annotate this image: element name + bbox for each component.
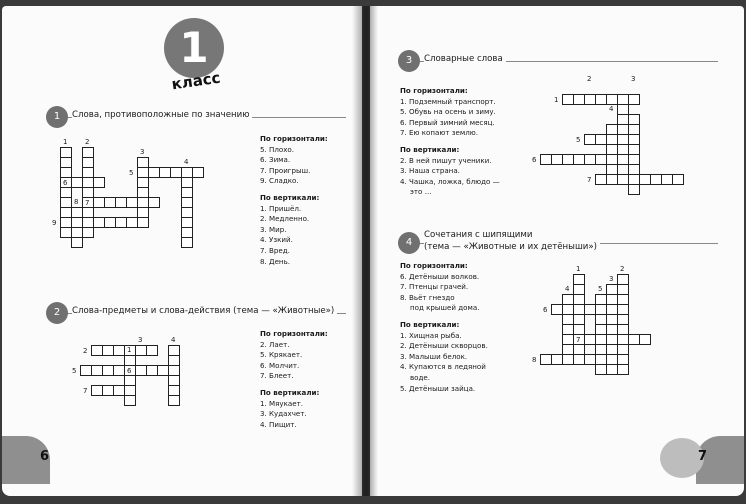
- section-1-clues: По горизонтали: 5. Плохо. 6. Зима. 7. Проигрыш. 9. Сладко. По вертикали: 1. Пришёл. 2. Медленно. 3. Мир. 4. Узкий. 7. Вред. 8. День.: [260, 134, 328, 266]
- crossword-cell[interactable]: [168, 355, 180, 366]
- clue-number: 6: [63, 179, 68, 187]
- clue-number: 7: [587, 176, 592, 184]
- crossword-cell[interactable]: [639, 334, 651, 345]
- crossword-cell[interactable]: [71, 237, 83, 248]
- section-3-clues: По горизонтали: 1. Подземный транспорт. 5. Обувь на осень и зиму. 6. Первый зимний месяц. 7. Ею копают землю. По вертикали: 2. В ней пишут ученики. 3. Наша страна. 4. Чашка, ложка, блюдо — это …: [400, 86, 500, 197]
- clue-number: 7: [576, 336, 581, 344]
- page-number-left: 6: [40, 449, 50, 464]
- clue-number: 3: [631, 75, 636, 83]
- crossword-cell[interactable]: [628, 144, 640, 155]
- clue-number: 4: [171, 336, 176, 344]
- right-page: [370, 6, 744, 496]
- crossword-cell[interactable]: [617, 364, 629, 375]
- clue-number: 1: [576, 265, 581, 273]
- clue-number: 2: [83, 347, 88, 355]
- crossword-cell[interactable]: [584, 354, 596, 365]
- clue-number: 7: [83, 387, 88, 395]
- section-number: 4: [398, 232, 420, 254]
- clue-number: 4: [184, 158, 189, 166]
- clue-number: 2: [620, 265, 625, 273]
- crossword-cell[interactable]: [124, 395, 136, 406]
- section-2-header: [46, 302, 346, 324]
- crossword-cell[interactable]: [192, 167, 204, 178]
- crossword-cell[interactable]: [606, 124, 618, 135]
- clue-number: 5: [598, 285, 603, 293]
- left-page: [2, 6, 362, 496]
- section-title: Слова, противоположные по значению: [72, 110, 252, 120]
- section-2-clues: По горизонтали: 2. Лает. 5. Крякает. 6. Молчит. 7. Блеет. По вертикали: 1. Мяукает. 3. Кудахчет. 4. Пищит.: [260, 329, 328, 429]
- crossword-cell[interactable]: [551, 304, 563, 315]
- grade-badge: 1: [164, 18, 224, 78]
- page-number-right: 7: [698, 449, 708, 464]
- clue-number: 8: [74, 198, 79, 206]
- crossword-cell[interactable]: [628, 124, 640, 135]
- clue-number: 1: [63, 138, 68, 146]
- section-title: Сочетания с шипящими (тема — «Животные и их детёныши»): [424, 229, 600, 253]
- clue-number: 5: [576, 136, 581, 144]
- section-title: Слова-предметы и слова-действия (тема — «Животные»): [72, 306, 337, 316]
- crossword-cell[interactable]: [551, 354, 563, 365]
- crossword-cell[interactable]: [93, 177, 105, 188]
- crossword-cell[interactable]: [606, 164, 618, 175]
- crossword-cell[interactable]: [146, 345, 158, 356]
- crossword-cell[interactable]: [82, 227, 94, 238]
- clue-number: 1: [127, 346, 132, 354]
- section-4-clues: По горизонтали: 6. Детёныши волков. 7. Птенцы грачей. 8. Вьёт гнездо под крышей дома. По вертикали: 1. Хищная рыба. 2. Детёныши скворцов. 3. Малыши белок. 4. Купаются в ледяной воде. 5. Детёныши зайца.: [400, 261, 488, 393]
- book-spine: [352, 6, 378, 496]
- clue-number: 6: [127, 367, 132, 375]
- crossword-cell[interactable]: [584, 334, 596, 345]
- clue-number: 5: [72, 367, 77, 375]
- section-number: 2: [46, 302, 68, 324]
- crossword-cell[interactable]: [124, 355, 136, 366]
- crossword-cell[interactable]: [606, 364, 618, 375]
- clue-number: 4: [609, 105, 614, 113]
- clue-number: 7: [85, 199, 90, 207]
- clue-number: 2: [85, 138, 90, 146]
- crossword-cell[interactable]: [181, 237, 193, 248]
- section-4-header: [398, 232, 718, 254]
- section-number: 1: [46, 106, 68, 128]
- section-1-header: [46, 106, 346, 128]
- clue-number: 6: [543, 306, 548, 314]
- crossword-cell[interactable]: [628, 164, 640, 175]
- crossword-cell[interactable]: [168, 395, 180, 406]
- crossword-cell[interactable]: [584, 304, 596, 315]
- clue-number: 3: [138, 336, 143, 344]
- clue-number: 3: [609, 275, 614, 283]
- crossword-cell[interactable]: [126, 197, 138, 208]
- section-number: 3: [398, 50, 420, 72]
- clue-number: 6: [532, 156, 537, 164]
- grade-label: класс: [170, 68, 222, 94]
- clue-number: 1: [554, 96, 559, 104]
- clue-number: 5: [129, 169, 134, 177]
- clue-number: 2: [587, 75, 592, 83]
- section-3-header: [398, 50, 718, 72]
- crossword-cell[interactable]: [628, 94, 640, 105]
- clue-number: 9: [52, 219, 57, 227]
- crossword-cell[interactable]: [71, 177, 83, 188]
- clue-number: 3: [140, 148, 145, 156]
- crossword-cell[interactable]: [148, 197, 160, 208]
- section-title: Словарные слова: [424, 54, 506, 64]
- clue-number: 4: [565, 285, 570, 293]
- crossword-cell[interactable]: [126, 217, 138, 228]
- crossword-cell[interactable]: [170, 167, 182, 178]
- clue-number: 8: [532, 356, 537, 364]
- crossword-cell[interactable]: [606, 144, 618, 155]
- crossword-cell[interactable]: [562, 354, 574, 365]
- crossword-cell[interactable]: [137, 217, 149, 228]
- crossword-cell[interactable]: [672, 174, 684, 185]
- crossword-cell[interactable]: [628, 184, 640, 195]
